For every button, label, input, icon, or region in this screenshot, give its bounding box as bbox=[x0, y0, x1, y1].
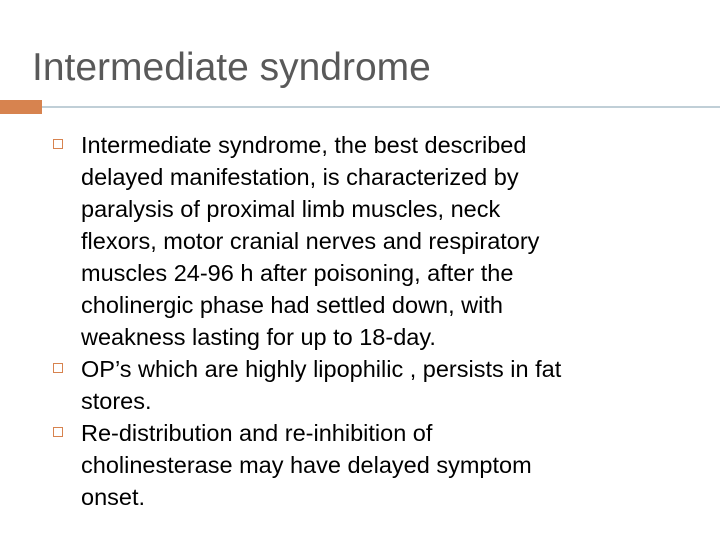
bullet-line: Intermediate syndrome, the best described bbox=[81, 132, 527, 158]
bullet-item bbox=[48, 353, 714, 417]
bullet-line: flexors, motor cranial nerves and respiratory bbox=[81, 228, 540, 254]
bullet-item bbox=[48, 417, 714, 513]
bullet-line: OP’s which are highly lipophilic , persists in fat bbox=[81, 356, 562, 382]
bullet-line: muscles 24-96 h after poisoning, after the bbox=[81, 260, 514, 286]
title-divider bbox=[42, 106, 720, 108]
slide-title: Intermediate syndrome bbox=[32, 46, 431, 89]
square-outline-icon bbox=[53, 139, 63, 149]
bullet-line: delayed manifestation, is characterized by bbox=[81, 164, 519, 190]
bullet-line: paralysis of proximal limb muscles, neck bbox=[81, 196, 501, 222]
square-outline-icon bbox=[53, 427, 63, 437]
bullet-item bbox=[48, 129, 714, 353]
bullet-line: weakness lasting for up to 18-day. bbox=[81, 324, 436, 350]
square-outline-icon bbox=[53, 363, 63, 373]
bullet-list bbox=[48, 129, 714, 513]
bullet-line: Re-distribution and re-inhibition of bbox=[81, 420, 433, 446]
bullet-line: cholinesterase may have delayed symptom bbox=[81, 452, 532, 478]
bullet-line: stores. bbox=[81, 388, 152, 414]
title-accent-bar bbox=[0, 100, 42, 114]
bullet-line: onset. bbox=[81, 484, 146, 510]
bullet-line: cholinergic phase had settled down, with bbox=[81, 292, 503, 318]
